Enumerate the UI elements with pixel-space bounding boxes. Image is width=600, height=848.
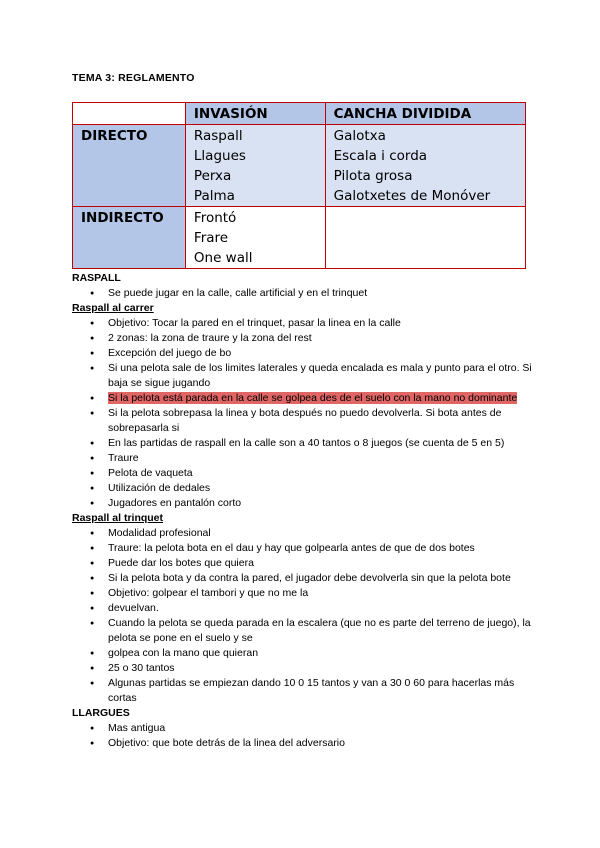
table-header-row [73, 103, 526, 125]
section-heading-raspall: RASPALL [72, 272, 121, 284]
section-list-raspall-al-trinquet [72, 526, 532, 706]
table-corner-cell [73, 103, 186, 125]
section-list-raspall [72, 286, 532, 301]
cell-item: Galotxetes de Monóver [333, 188, 491, 204]
cell-item: Palma [193, 188, 235, 204]
list-item: ● Puede dar los botes que quiera [108, 556, 532, 571]
section-heading-raspall-al-trinquet: Raspall al trinquet [72, 512, 164, 524]
list-item: ● Si la pelota bota y da contra la pared, el jugador debe devolverla sin que la pelota bote [108, 571, 532, 586]
row-label-indirecto: INDIRECTO [73, 207, 186, 269]
section-heading-raspall-al-carrer: Raspall al carrer [72, 302, 154, 314]
modalities-table [72, 102, 526, 269]
section-list-raspall-al-carrer [72, 316, 532, 511]
list-item: ● Si la pelota sobrepasa la linea y bota después no puedo devolverla. Si bota antes de sobrepasarla si [108, 406, 532, 436]
cell-item: Pilota grosa [333, 168, 413, 184]
cell-directo-cancha [325, 125, 525, 207]
section-heading-llargues: LLARGUES [72, 707, 130, 719]
notes-content [72, 271, 532, 751]
section-list-llargues [72, 721, 532, 751]
row-label-directo: DIRECTO [73, 125, 186, 207]
list-item: ● Objetivo: golpear el tambori y que no me la [108, 586, 532, 601]
cell-indirecto-invasion [185, 207, 325, 269]
table-row-directo [73, 125, 526, 207]
list-item: ● 2 zonas: la zona de traure y la zona del rest [108, 331, 532, 346]
list-item: ● En las partidas de raspall en la calle son a 40 tantos o 8 juegos (se cuenta de 5 en 5) [108, 436, 532, 451]
list-item: ● devuelvan. [108, 601, 532, 616]
list-item: ● golpea con la mano que quieran [108, 646, 532, 661]
cell-item: Raspall [193, 128, 243, 144]
list-item: ● Traure [108, 451, 532, 466]
cell-item: Frontó [193, 210, 237, 226]
list-item: ● 25 o 30 tantos [108, 661, 532, 676]
list-item: ● Objetivo: que bote detrás de la linea del adversario [108, 736, 532, 751]
cell-item: Frare [193, 230, 229, 246]
cell-indirecto-cancha [325, 207, 525, 269]
list-item: ● Excepción del juego de bo [108, 346, 532, 361]
cell-directo-invasion [185, 125, 325, 207]
cell-item: Galotxa [333, 128, 386, 144]
list-item: ● Pelota de vaqueta [108, 466, 532, 481]
list-item: ● Algunas partidas se empiezan dando 10 0 15 tantos y van a 30 0 60 para hacerlas más cortas [108, 676, 532, 706]
cell-item: One wall [193, 250, 253, 266]
list-item: ● Si una pelota sale de los limites laterales y queda encalada es mala y punto para el otro. Si baja se sigue jugando [108, 361, 532, 391]
document-title: TEMA 3: REGLAMENTO [72, 72, 195, 84]
list-item: ● Mas antigua [108, 721, 532, 736]
list-item: ● Jugadores en pantalón corto [108, 496, 532, 511]
list-item: ● Se puede jugar en la calle, calle artificial y en el trinquet [108, 286, 532, 301]
cell-item: Perxa [193, 168, 232, 184]
list-item: ● Traure: la pelota bota en el dau y hay que golpearla antes de que de dos botes [108, 541, 532, 556]
highlighted-list-item: ● Si la pelota está parada en la calle se golpea des de el suelo con la mano no dominante [108, 391, 532, 406]
list-item: ● Cuando la pelota se queda parada en la escalera (que no es parte del terreno de juego), la pelota se pone en el suelo y se [108, 616, 532, 646]
list-item: ● Utilización de dedales [108, 481, 532, 496]
header-cancha-dividida: CANCHA DIVIDIDA [325, 103, 525, 125]
cell-item: Escala i corda [333, 148, 428, 164]
cell-item: Llagues [193, 148, 246, 164]
header-invasion: INVASIÓN [185, 103, 325, 125]
list-item: ● Modalidad profesional [108, 526, 532, 541]
table-row-indirecto [73, 207, 526, 269]
list-item: ● Objetivo: Tocar la pared en el trinquet, pasar la linea en la calle [108, 316, 532, 331]
